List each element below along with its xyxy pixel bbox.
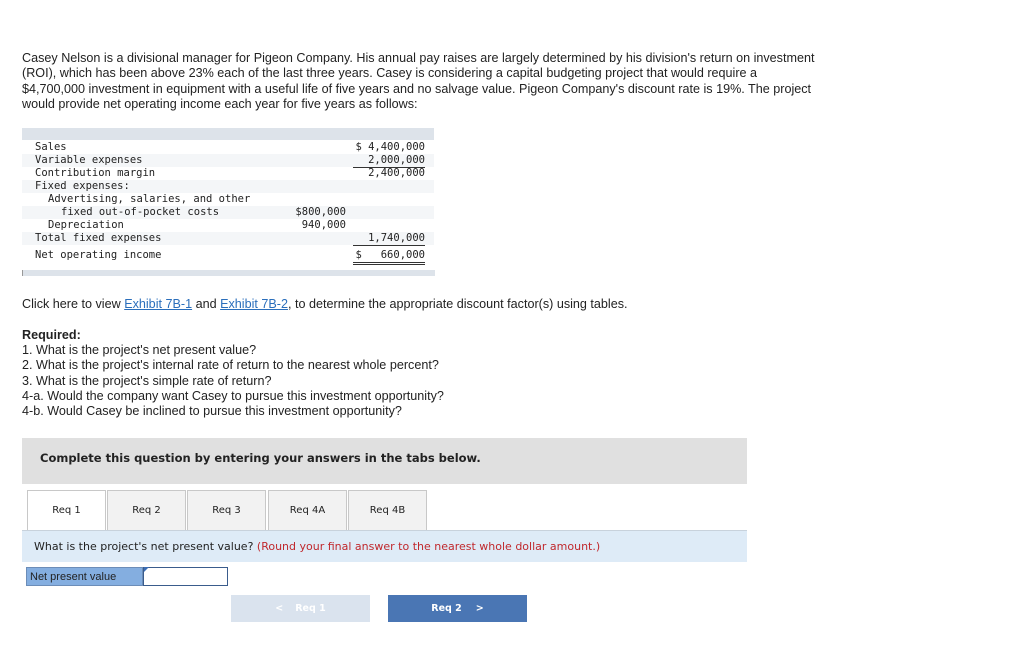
chevron-right-icon: > [475,603,484,614]
tab-req-3[interactable]: Req 3 [187,490,266,531]
table-footer-bar [22,270,435,276]
table-row: Contribution margin 2,400,000 [35,167,425,179]
income-statement-table [22,128,434,277]
required-heading: Required: [22,328,81,342]
input-flag-icon [144,567,149,572]
chevron-left-icon: < [275,603,284,614]
prev-req-button[interactable]: < Req 1 [231,595,370,622]
problem-intro: Casey Nelson is a divisional manager for Pigeon Company. His annual pay raises are largely determined by his division's return on investment (ROI), which has been above 23% each of the last three years. Casey is considering a capital budgeting project that would require a $4,700,000 investment in equipment with a useful life of five years and no salvage value. Pigeon Company's discount rate is 19%. The project would provide net operating income each year for five years as follows: [22,51,815,111]
exhibit-7b1-link[interactable]: Exhibit 7B-1 [124,297,193,311]
table-row: fixed out-of-pocket costs $800,000 [22,206,434,219]
question-bar [22,530,747,562]
rounding-hint: (Round your final answer to the nearest whole dollar amount.) [256,540,601,553]
table-row: Depreciation 940,000 [48,219,346,231]
table-row: Advertising, salaries, and other [48,193,251,205]
npv-label: Net present value [26,567,143,586]
table-row: Net operating income $ 660,000 [22,249,434,262]
required-item: 4-a. Would the company want Casey to pursue this investment opportunity? [22,388,444,403]
exhibit-links-line: Click here to view Exhibit 7B-1 and Exhibit 7B-2, to determine the appropriate discount factor(s) using tables. [22,297,628,311]
required-item: 4-b. Would Casey be inclined to pursue this investment opportunity? [22,404,402,419]
tab-req-2[interactable]: Req 2 [107,490,186,531]
npv-input[interactable] [143,567,228,586]
exhibit-7b2-link[interactable]: Exhibit 7B-2 [220,297,289,311]
tab-req-4a[interactable]: Req 4A [268,490,347,531]
required-item: 2. What is the project's internal rate of return to the nearest whole percent? [22,358,439,373]
table-row: Sales $ 4,400,000 [35,141,425,153]
table-row: Variable expenses 2,000,000 [22,154,434,167]
tab-req-1[interactable]: Req 1 [27,490,106,532]
instructions-banner: Complete this question by entering your answers in the tabs below. [22,438,747,484]
required-item: 1. What is the project's net present value? [22,343,257,358]
required-section [22,328,444,419]
next-req-button[interactable]: Req 2 > [388,595,527,622]
table-row: Fixed expenses: [22,180,434,193]
table-row: Total fixed expenses 1,740,000 [22,232,434,245]
table-header-bar [22,128,434,140]
tab-req-4b[interactable]: Req 4B [348,490,427,531]
required-item: 3. What is the project's simple rate of return? [22,373,272,388]
question-text: What is the project's net present value? (Round your final answer to the nearest whole dollar amount.) [34,540,601,553]
